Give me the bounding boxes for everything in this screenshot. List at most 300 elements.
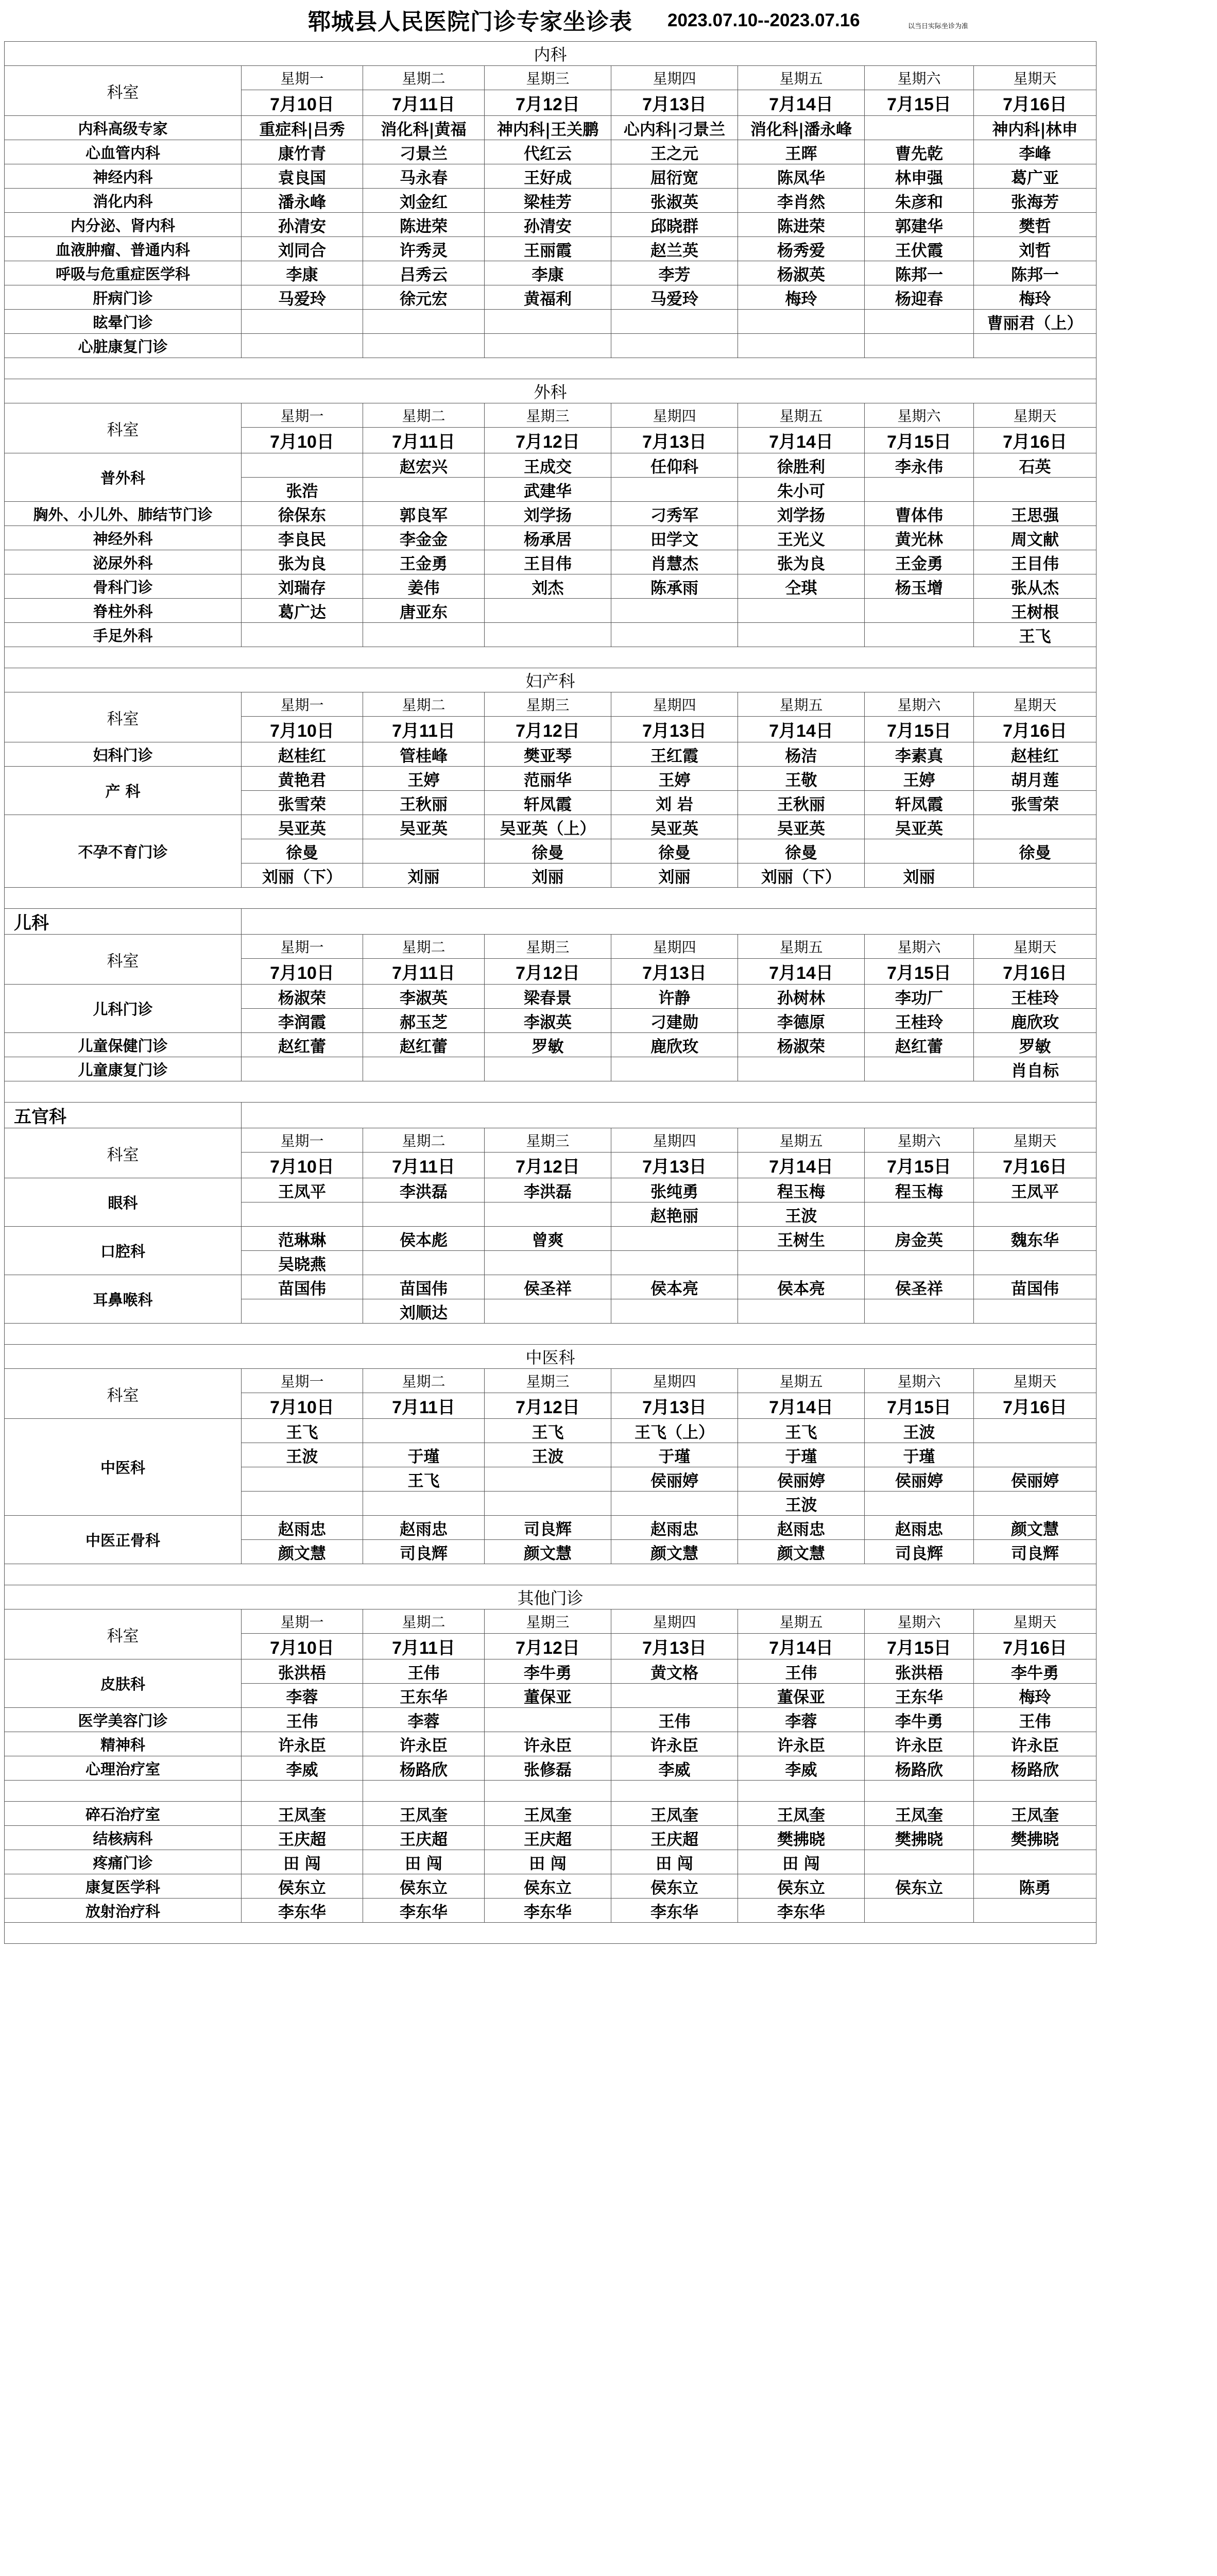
doctor-cell: 刘同合 — [242, 237, 363, 261]
date-cell: 7月15日 — [865, 1153, 974, 1178]
doctor-cell: 李金金 — [363, 526, 485, 550]
dept-name-cell: 不孕不育门诊 — [5, 815, 242, 888]
doctor-cell: 吴晓燕 — [242, 1251, 363, 1275]
weekday-cell: 星期四 — [611, 66, 738, 90]
doctor-cell: 黄艳君 — [242, 767, 363, 791]
section-title-row — [5, 909, 1096, 935]
doctor-cell — [363, 1202, 485, 1227]
doctor-cell: 侯本彪 — [363, 1227, 485, 1251]
weekday-cell: 星期三 — [485, 1609, 611, 1634]
doctor-cell: 王波 — [738, 1202, 865, 1227]
weekday-cell: 星期二 — [363, 403, 485, 428]
doctor-cell: 许永臣 — [974, 1732, 1096, 1756]
doctor-cell: 刘哲 — [974, 237, 1096, 261]
doctor-cell: 王东华 — [363, 1684, 485, 1708]
doctor-cell — [974, 863, 1096, 888]
doctor-cell — [611, 1251, 738, 1275]
doctor-cell: 李牛勇 — [485, 1659, 611, 1684]
doctor-cell: 王凤奎 — [363, 1802, 485, 1826]
dept-name-cell: 中医科 — [5, 1419, 242, 1516]
weekday-cell: 星期二 — [363, 1609, 485, 1634]
doctor-cell — [485, 310, 611, 334]
doctor-cell: 于瑾 — [738, 1443, 865, 1467]
doctor-cell: 李芳 — [611, 261, 738, 285]
weekday-cell: 星期二 — [363, 66, 485, 90]
doctor-cell: 王思强 — [974, 502, 1096, 526]
doctor-cell: 魏东华 — [974, 1227, 1096, 1251]
table-row — [5, 1227, 1096, 1251]
doctor-cell: 徐保东 — [242, 502, 363, 526]
dept-header: 科室 — [5, 66, 242, 116]
doctor-cell — [363, 1251, 485, 1275]
doctor-cell: 王飞 — [363, 1467, 485, 1492]
doctor-cell: 李康 — [242, 261, 363, 285]
weekday-cell: 星期四 — [611, 403, 738, 428]
date-cell: 7月13日 — [611, 1393, 738, 1419]
doctor-cell: 梁桂芳 — [485, 189, 611, 213]
doctor-cell: 胡月莲 — [974, 767, 1096, 791]
doctor-cell: 颜文慧 — [611, 1540, 738, 1564]
dept-name-cell: 脊柱外科 — [5, 599, 242, 623]
doctor-cell: 康竹青 — [242, 140, 363, 164]
doctor-cell: 任仰科 — [611, 453, 738, 478]
doctor-cell — [363, 334, 485, 358]
doctor-cell: 刘顺达 — [363, 1299, 485, 1324]
doctor-cell — [738, 334, 865, 358]
doctor-cell: 王凤平 — [242, 1178, 363, 1202]
doctor-cell: 李蓉 — [738, 1708, 865, 1732]
doctor-cell: 李威 — [738, 1756, 865, 1781]
spacer-row — [5, 647, 1096, 668]
doctor-cell: 曹体伟 — [865, 502, 974, 526]
section-title-row — [5, 1345, 1096, 1369]
doctor-cell — [363, 1781, 485, 1802]
doctor-cell: 李威 — [242, 1756, 363, 1781]
section-title: 儿科 — [5, 909, 242, 935]
table-row — [5, 453, 1096, 478]
doctor-cell: 王庆超 — [485, 1826, 611, 1850]
doctor-cell: 侯丽婷 — [611, 1467, 738, 1492]
doctor-cell: 重症科|吕秀 — [242, 116, 363, 140]
dept-header: 科室 — [5, 692, 242, 742]
dept-name-cell: 儿科门诊 — [5, 985, 242, 1033]
table-row — [5, 237, 1096, 261]
doctor-cell: 仝琪 — [738, 574, 865, 599]
doctor-cell: 侯圣祥 — [485, 1275, 611, 1299]
weekday-cell: 星期天 — [974, 66, 1096, 90]
doctor-cell: 王波 — [485, 1443, 611, 1467]
weekday-row — [5, 1609, 1096, 1634]
doctor-cell — [865, 1299, 974, 1324]
doctor-cell: 侯东立 — [611, 1874, 738, 1899]
doctor-cell — [363, 1419, 485, 1443]
doctor-cell: 于瑾 — [363, 1443, 485, 1467]
doctor-cell: 徐曼 — [974, 839, 1096, 863]
date-cell: 7月10日 — [242, 428, 363, 453]
doctor-cell — [485, 599, 611, 623]
spacer-row — [5, 1923, 1096, 1944]
doctor-cell — [865, 1251, 974, 1275]
date-cell: 7月11日 — [363, 1153, 485, 1178]
doctor-cell: 王伟 — [242, 1708, 363, 1732]
weekday-cell: 星期三 — [485, 1369, 611, 1393]
section-title-row — [5, 379, 1096, 403]
doctor-cell — [485, 1299, 611, 1324]
doctor-cell: 侯东立 — [865, 1874, 974, 1899]
doctor-cell: 陈邦一 — [974, 261, 1096, 285]
doctor-cell — [865, 310, 974, 334]
dept-name-cell: 内科高级专家 — [5, 116, 242, 140]
doctor-cell: 王成交 — [485, 453, 611, 478]
doctor-cell: 赵艳丽 — [611, 1202, 738, 1227]
doctor-cell: 梅玲 — [974, 285, 1096, 310]
doctor-cell: 王凤平 — [974, 1178, 1096, 1202]
weekday-cell: 星期三 — [485, 1128, 611, 1153]
doctor-cell — [974, 1492, 1096, 1516]
doctor-cell: 黄文格 — [611, 1659, 738, 1684]
date-cell: 7月16日 — [974, 1393, 1096, 1419]
doctor-cell: 张浩 — [242, 478, 363, 502]
doctor-cell: 李牛勇 — [865, 1708, 974, 1732]
dept-name-cell: 产 科 — [5, 767, 242, 815]
dept-name-cell: 心血管内科 — [5, 140, 242, 164]
doctor-cell: 陈进荣 — [363, 213, 485, 237]
doctor-cell: 樊拂晓 — [974, 1826, 1096, 1850]
table-row — [5, 1708, 1096, 1732]
section-title-fill — [242, 909, 1096, 935]
date-cell: 7月14日 — [738, 717, 865, 742]
doctor-cell: 马永春 — [363, 164, 485, 189]
doctor-cell: 王目伟 — [485, 550, 611, 574]
doctor-cell: 程玉梅 — [865, 1178, 974, 1202]
table-row — [5, 1802, 1096, 1826]
doctor-cell: 李洪磊 — [485, 1178, 611, 1202]
dept-name-cell: 普外科 — [5, 453, 242, 502]
doctor-cell: 侯东立 — [485, 1874, 611, 1899]
doctor-cell: 李东华 — [242, 1899, 363, 1923]
section-title-row — [5, 1103, 1096, 1128]
doctor-cell: 田 闯 — [738, 1850, 865, 1874]
doctor-cell: 刘杰 — [485, 574, 611, 599]
spacer-row — [5, 1081, 1096, 1103]
doctor-cell: 张洪梧 — [242, 1659, 363, 1684]
spacer-row — [5, 358, 1096, 379]
doctor-cell: 王伟 — [738, 1659, 865, 1684]
doctor-cell: 武建华 — [485, 478, 611, 502]
table-row — [5, 574, 1096, 599]
dept-header: 科室 — [5, 1369, 242, 1419]
doctor-cell: 李洪磊 — [363, 1178, 485, 1202]
table-row — [5, 1659, 1096, 1684]
doctor-cell: 范丽华 — [485, 767, 611, 791]
doctor-cell: 侯丽婷 — [865, 1467, 974, 1492]
doctor-cell — [865, 478, 974, 502]
doctor-cell: 消化科|潘永峰 — [738, 116, 865, 140]
date-cell: 7月12日 — [485, 1153, 611, 1178]
doctor-cell: 陈凤华 — [738, 164, 865, 189]
weekday-cell: 星期三 — [485, 935, 611, 959]
doctor-cell: 樊拂晓 — [738, 1826, 865, 1850]
doctor-cell: 樊亚琴 — [485, 742, 611, 767]
weekday-cell: 星期五 — [738, 692, 865, 717]
doctor-cell: 吴亚英（上） — [485, 815, 611, 839]
weekday-cell: 星期五 — [738, 935, 865, 959]
date-cell: 7月13日 — [611, 717, 738, 742]
weekday-cell: 星期五 — [738, 1609, 865, 1634]
note-text: 以当日实际坐诊为准 — [908, 23, 969, 30]
date-cell: 7月15日 — [865, 428, 974, 453]
dept-name-cell: 中医正骨科 — [5, 1516, 242, 1564]
date-cell: 7月16日 — [974, 959, 1096, 985]
weekday-cell: 星期三 — [485, 403, 611, 428]
spacer-cell — [5, 358, 1096, 379]
table-row — [5, 1516, 1096, 1540]
doctor-cell: 吕秀云 — [363, 261, 485, 285]
doctor-cell: 许永臣 — [363, 1732, 485, 1756]
doctor-cell: 田学文 — [611, 526, 738, 550]
doctor-cell — [242, 334, 363, 358]
date-cell: 7月10日 — [242, 1153, 363, 1178]
doctor-cell: 消化科|黄福 — [363, 116, 485, 140]
doctor-cell: 赵桂红 — [242, 742, 363, 767]
doctor-cell — [738, 623, 865, 647]
doctor-cell — [485, 1057, 611, 1081]
doctor-cell: 李峰 — [974, 140, 1096, 164]
table-row — [5, 1419, 1096, 1443]
dept-header: 科室 — [5, 1128, 242, 1178]
doctor-cell — [865, 623, 974, 647]
doctor-cell: 苗国伟 — [242, 1275, 363, 1299]
table-row — [5, 189, 1096, 213]
weekday-cell: 星期三 — [485, 66, 611, 90]
doctor-cell — [974, 1202, 1096, 1227]
doctor-cell: 王飞 — [974, 623, 1096, 647]
date-cell: 7月13日 — [611, 90, 738, 116]
doctor-cell: 赵宏兴 — [363, 453, 485, 478]
section-title: 妇产科 — [5, 668, 1096, 692]
dept-name-cell: 心理治疗室 — [5, 1756, 242, 1781]
weekday-cell: 星期四 — [611, 1609, 738, 1634]
doctor-cell: 王之元 — [611, 140, 738, 164]
date-cell: 7月13日 — [611, 1634, 738, 1659]
doctor-cell: 袁良国 — [242, 164, 363, 189]
doctor-cell: 王桂玲 — [865, 1009, 974, 1033]
doctor-cell — [974, 1251, 1096, 1275]
doctor-cell: 王凤奎 — [865, 1802, 974, 1826]
doctor-cell: 王树生 — [738, 1227, 865, 1251]
dept-name-cell: 妇科门诊 — [5, 742, 242, 767]
doctor-cell — [738, 1251, 865, 1275]
doctor-cell: 黄光林 — [865, 526, 974, 550]
doctor-cell: 葛广亚 — [974, 164, 1096, 189]
doctor-cell: 徐元宏 — [363, 285, 485, 310]
doctor-cell: 孙清安 — [485, 213, 611, 237]
weekday-cell: 星期五 — [738, 1369, 865, 1393]
doctor-cell: 刘瑞存 — [242, 574, 363, 599]
date-cell: 7月10日 — [242, 717, 363, 742]
doctor-cell: 徐曼 — [611, 839, 738, 863]
doctor-cell: 许永臣 — [865, 1732, 974, 1756]
table-row — [5, 985, 1096, 1009]
doctor-cell: 刁秀军 — [611, 502, 738, 526]
doctor-cell: 刘丽 — [485, 863, 611, 888]
doctor-cell: 鹿欣玫 — [611, 1033, 738, 1057]
dept-name-cell: 儿童康复门诊 — [5, 1057, 242, 1081]
doctor-cell: 赵雨忠 — [242, 1516, 363, 1540]
doctor-cell — [865, 116, 974, 140]
doctor-cell: 杨路欣 — [974, 1756, 1096, 1781]
doctor-cell: 郭建华 — [865, 213, 974, 237]
doctor-cell: 侯东立 — [242, 1874, 363, 1899]
doctor-cell: 杨承居 — [485, 526, 611, 550]
date-cell: 7月10日 — [242, 959, 363, 985]
doctor-cell: 侯圣祥 — [865, 1275, 974, 1299]
doctor-cell: 林申强 — [865, 164, 974, 189]
dept-name-cell: 耳鼻喉科 — [5, 1275, 242, 1324]
weekday-cell: 星期天 — [974, 692, 1096, 717]
doctor-cell — [738, 1781, 865, 1802]
doctor-cell: 刘 岩 — [611, 791, 738, 815]
doctor-cell: 王波 — [865, 1419, 974, 1443]
doctor-cell — [865, 1057, 974, 1081]
doctor-cell: 李东华 — [611, 1899, 738, 1923]
doctor-cell: 王秋丽 — [738, 791, 865, 815]
doctor-cell: 杨玉增 — [865, 574, 974, 599]
doctor-cell: 李东华 — [738, 1899, 865, 1923]
weekday-cell: 星期一 — [242, 1609, 363, 1634]
dept-name-cell: 肝病门诊 — [5, 285, 242, 310]
doctor-cell — [485, 1251, 611, 1275]
doctor-cell: 杨迎春 — [865, 285, 974, 310]
doctor-cell: 姜伟 — [363, 574, 485, 599]
doctor-cell: 张为良 — [242, 550, 363, 574]
doctor-cell — [865, 1899, 974, 1923]
section-title: 外科 — [5, 379, 1096, 403]
spacer-row — [5, 888, 1096, 909]
doctor-cell: 曾爽 — [485, 1227, 611, 1251]
date-cell: 7月10日 — [242, 1393, 363, 1419]
doctor-cell: 房金英 — [865, 1227, 974, 1251]
table-row — [5, 1850, 1096, 1874]
doctor-cell — [363, 310, 485, 334]
doctor-cell — [974, 478, 1096, 502]
doctor-cell: 许秀灵 — [363, 237, 485, 261]
date-cell: 7月12日 — [485, 1393, 611, 1419]
weekday-cell: 星期五 — [738, 403, 865, 428]
doctor-cell: 赵红蕾 — [242, 1033, 363, 1057]
doctor-cell: 侯丽婷 — [974, 1467, 1096, 1492]
weekday-cell: 星期二 — [363, 935, 485, 959]
doctor-cell: 李良民 — [242, 526, 363, 550]
doctor-cell — [363, 623, 485, 647]
weekday-row — [5, 692, 1096, 717]
weekday-cell: 星期天 — [974, 1128, 1096, 1153]
doctor-cell: 徐曼 — [485, 839, 611, 863]
doctor-cell: 杨路欣 — [363, 1756, 485, 1781]
doctor-cell: 王凤奎 — [485, 1802, 611, 1826]
weekday-cell: 星期二 — [363, 692, 485, 717]
table-row — [5, 334, 1096, 358]
doctor-cell: 刘学扬 — [738, 502, 865, 526]
weekday-cell: 星期三 — [485, 692, 611, 717]
table-row — [5, 1781, 1096, 1802]
doctor-cell: 张洪梧 — [865, 1659, 974, 1684]
table-row — [5, 550, 1096, 574]
date-cell: 7月11日 — [363, 1393, 485, 1419]
doctor-cell — [485, 334, 611, 358]
table-row — [5, 1874, 1096, 1899]
date-cell: 7月15日 — [865, 959, 974, 985]
table-row — [5, 742, 1096, 767]
doctor-cell — [738, 1299, 865, 1324]
weekday-cell: 星期天 — [974, 1609, 1096, 1634]
dept-name-cell: 精神科 — [5, 1732, 242, 1756]
date-cell: 7月11日 — [363, 959, 485, 985]
weekday-row — [5, 403, 1096, 428]
doctor-cell: 吴亚英 — [611, 815, 738, 839]
date-cell: 7月15日 — [865, 90, 974, 116]
date-cell: 7月15日 — [865, 717, 974, 742]
doctor-cell: 李蓉 — [242, 1684, 363, 1708]
spacer-cell — [5, 647, 1096, 668]
doctor-cell — [242, 1781, 363, 1802]
weekday-cell: 星期六 — [865, 1128, 974, 1153]
date-cell: 7月13日 — [611, 1153, 738, 1178]
date-cell: 7月11日 — [363, 1634, 485, 1659]
date-range: 2023.07.10--2023.07.16 — [667, 10, 860, 30]
date-cell: 7月14日 — [738, 959, 865, 985]
table-row — [5, 116, 1096, 140]
doctor-cell: 王婷 — [363, 767, 485, 791]
table-row — [5, 1275, 1096, 1299]
doctor-cell: 马爱玲 — [242, 285, 363, 310]
doctor-cell — [363, 839, 485, 863]
doctor-cell: 轩凤霞 — [485, 791, 611, 815]
date-cell: 7月14日 — [738, 1393, 865, 1419]
doctor-cell: 王飞 — [738, 1419, 865, 1443]
doctor-cell — [974, 1850, 1096, 1874]
doctor-cell — [242, 1299, 363, 1324]
doctor-cell: 王飞（上） — [611, 1419, 738, 1443]
doctor-cell: 神内科|林申 — [974, 116, 1096, 140]
date-cell: 7月10日 — [242, 1634, 363, 1659]
doctor-cell: 杨淑荣 — [242, 985, 363, 1009]
weekday-cell: 星期五 — [738, 66, 865, 90]
doctor-cell — [738, 310, 865, 334]
doctor-cell: 刁景兰 — [363, 140, 485, 164]
dept-name-cell: 神经内科 — [5, 164, 242, 189]
doctor-cell: 梁春景 — [485, 985, 611, 1009]
doctor-cell: 王婷 — [865, 767, 974, 791]
dept-header: 科室 — [5, 935, 242, 985]
dept-name-cell: 胸外、小儿外、肺结节门诊 — [5, 502, 242, 526]
table-row — [5, 767, 1096, 791]
doctor-cell: 孙树林 — [738, 985, 865, 1009]
doctor-cell: 曹先乾 — [865, 140, 974, 164]
doctor-cell: 田 闯 — [242, 1850, 363, 1874]
doctor-cell: 董保亚 — [738, 1684, 865, 1708]
doctor-cell: 赵雨忠 — [611, 1516, 738, 1540]
doctor-cell: 朱小可 — [738, 478, 865, 502]
doctor-cell: 许永臣 — [611, 1732, 738, 1756]
table-row — [5, 502, 1096, 526]
table-row — [5, 140, 1096, 164]
doctor-cell: 刘金红 — [363, 189, 485, 213]
doctor-cell: 李淑英 — [363, 985, 485, 1009]
table-row — [5, 164, 1096, 189]
doctor-cell — [611, 599, 738, 623]
doctor-cell: 许静 — [611, 985, 738, 1009]
